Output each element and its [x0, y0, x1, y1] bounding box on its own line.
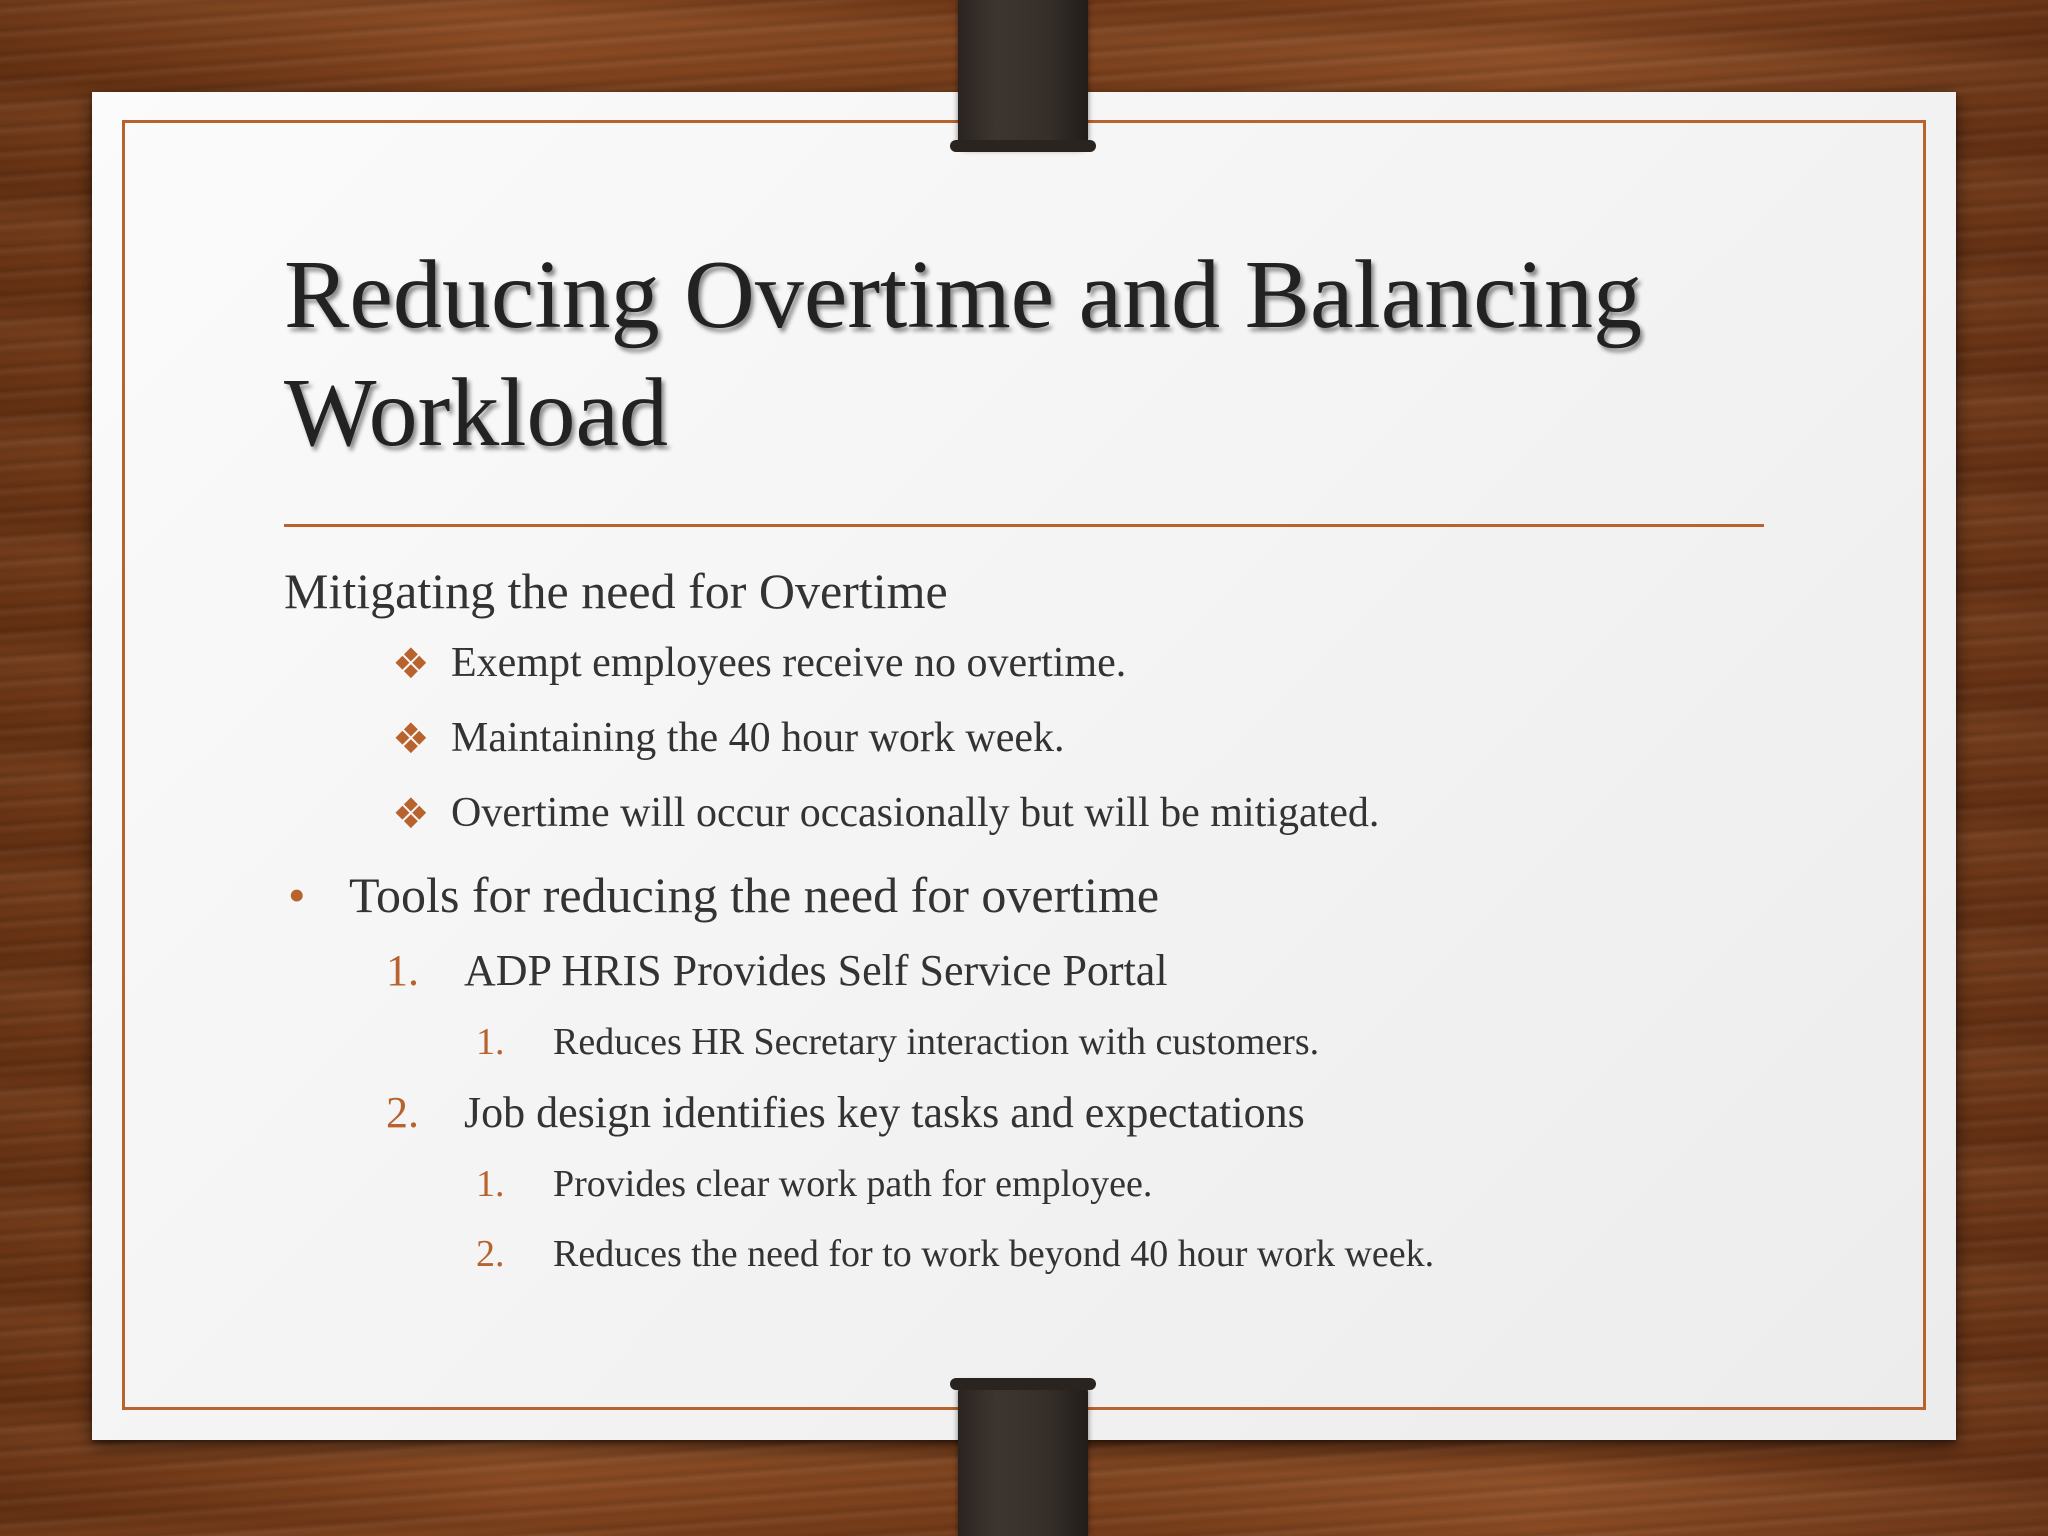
- subitem-number: 2.: [476, 1233, 505, 1275]
- round-bullet-icon: •: [288, 867, 306, 923]
- diamond-bullet-icon: ❖: [392, 789, 430, 838]
- subitem-number: 1.: [476, 1021, 505, 1063]
- item-label: Job design identifies key tasks and expectations: [464, 1088, 1305, 1137]
- list-item-label: Exempt employees receive no overtime.: [451, 640, 1127, 686]
- item-number: 1.: [386, 946, 419, 995]
- slide-content: [284, 556, 1804, 1289]
- numbered-subitem: [284, 1149, 1804, 1219]
- list-item: [284, 626, 1804, 701]
- item-number: 2.: [386, 1088, 419, 1137]
- diamond-bullet-icon: ❖: [392, 714, 430, 763]
- list-item: [284, 701, 1804, 776]
- top-strap-lip: [950, 140, 1096, 152]
- tools-heading: Tools for reducing the need for overtime: [349, 867, 1160, 923]
- section-heading: Mitigating the need for Overtime: [284, 563, 948, 619]
- slide-title: Reducing Overtime and Balancing Workload: [284, 241, 1642, 467]
- top-strap: [958, 0, 1088, 150]
- bottom-strap-lip: [950, 1378, 1096, 1390]
- numbered-subitem: [284, 1007, 1804, 1077]
- list-item-label: Maintaining the 40 hour work week.: [451, 715, 1065, 761]
- numbered-item: [284, 1077, 1804, 1149]
- bottom-strap: [958, 1382, 1088, 1536]
- subitem-label: Reduces HR Secretary interaction with customers.: [553, 1021, 1320, 1063]
- diamond-bullet-icon: ❖: [392, 639, 430, 688]
- list-item: [284, 776, 1804, 851]
- tools-bullet: [284, 855, 1804, 935]
- item-label: ADP HRIS Provides Self Service Portal: [464, 946, 1168, 995]
- numbered-subitem: [284, 1219, 1804, 1289]
- subitem-number: 1.: [476, 1163, 505, 1205]
- subitem-label: Provides clear work path for employee.: [553, 1163, 1153, 1205]
- numbered-item: [284, 935, 1804, 1007]
- list-item-label: Overtime will occur occasionally but will be mitigated.: [451, 790, 1380, 836]
- title-divider: [284, 524, 1764, 527]
- subitem-label: Reduces the need for to work beyond 40 hour work week.: [553, 1233, 1435, 1275]
